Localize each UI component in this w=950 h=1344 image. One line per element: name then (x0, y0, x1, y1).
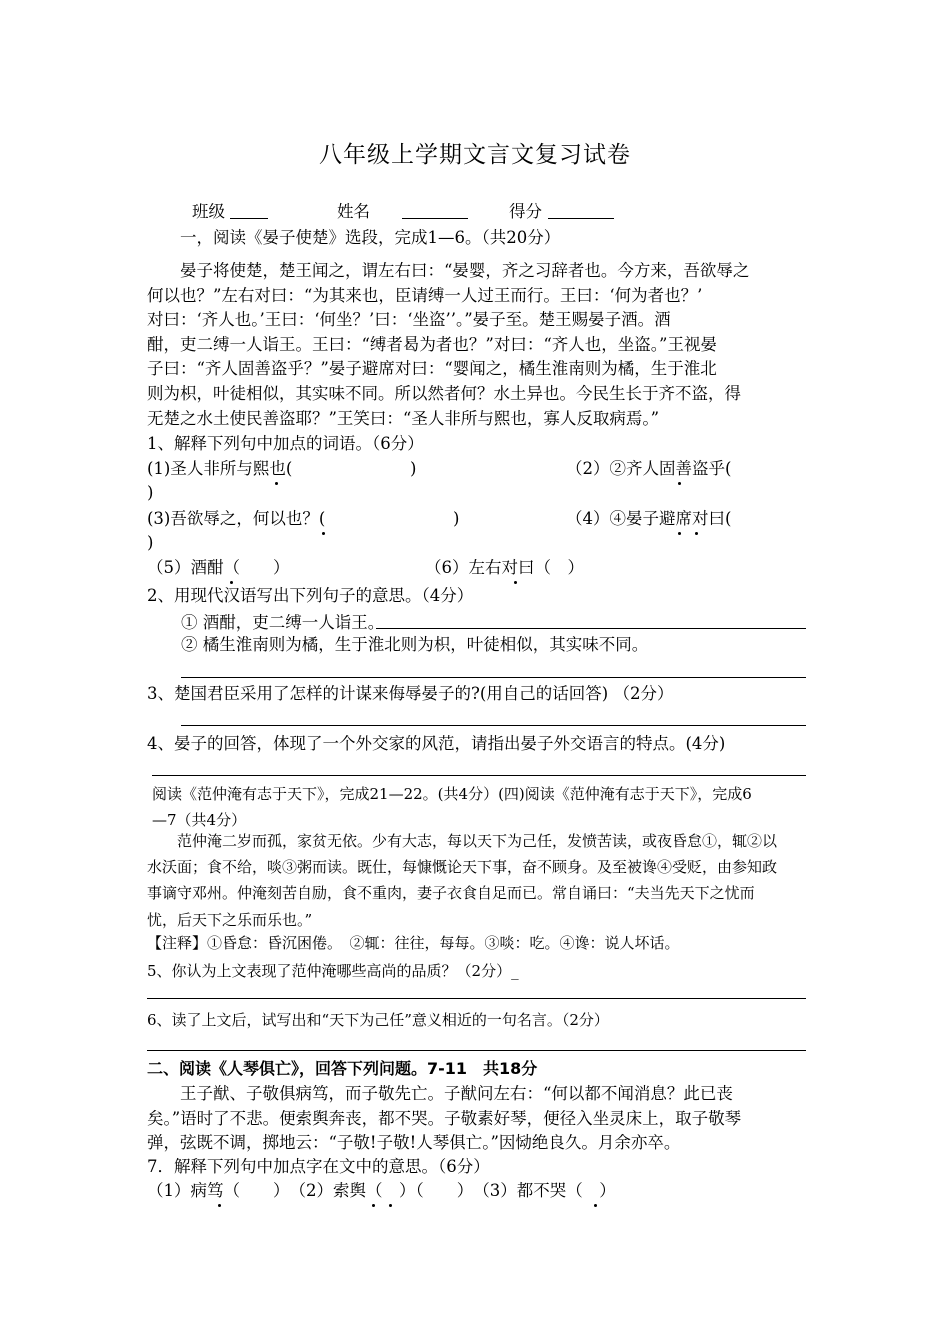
emphasis-dot (594, 1204, 597, 1207)
score-label: 得分 (509, 202, 542, 221)
passage-line: 水沃面；食不给，啖③粥而读。既仕，每慷慨论天下事，奋不顾身。及至被谗④受贬，由参知政 (147, 858, 778, 877)
section1-instruction: 一，阅读《晏子使楚》选段，完成1—6。（共20分） (180, 228, 561, 247)
passage-line: 无楚之水土使民善盗耶？”王笑曰：“圣人非所与熙也，寡人反取病焉。” (147, 408, 660, 428)
passage-line: 何以也？”左右对曰：“为其来也，臣请缚一人过王而行。王曰：‘何为者也？’ (147, 285, 703, 305)
question-3: 3、楚国君臣采用了怎样的计谋来侮辱晏子的?(用自己的话回答) （2分） (147, 684, 674, 703)
emphasis-dot (695, 532, 698, 535)
q1-item-3: (3)吾欲辱之，何以也？( (147, 509, 326, 528)
name-label: 姓名 (337, 202, 370, 221)
emphasis-dot (275, 482, 278, 485)
q1-item-6: （6）左右对曰（ ） (425, 558, 584, 577)
q2-item-1: ① 酒酣，吏二缚一人诣王。 (181, 613, 385, 632)
yanzi-passage (147, 259, 807, 284)
question-2: 2、用现代汉语写出下列句子的意思。（4分） (147, 586, 474, 605)
passage-line: 忧，后天下之乐而乐也。” (147, 910, 313, 929)
passage-line: 事谪守邓州。仲淹刻苦自励，食不重肉，妻子衣食自足而已。常自诵曰：“夫当先天下之忧而 (147, 884, 755, 903)
answer-line[interactable] (181, 725, 806, 726)
section2-heading: 二、阅读《人琴俱亡》，回答下列问题。7-11 共18分 (147, 1059, 538, 1078)
passage-line: 弹，弦既不调，掷地云：“子敬!子敬!人琴俱亡。”因恸绝良久。月余亦卒。 (147, 1133, 681, 1153)
passage-line: 王子猷、子敬俱病笃，而子敬先亡。子猷问左右：“何以都不闻消息？此已丧 (180, 1084, 733, 1103)
q7-items: （1）病笃（ ） （2）索舆（ ）（ ） （3）都不哭（ ） (147, 1181, 616, 1200)
instruction-line: 阅读《范仲淹有志于天下》，完成21—22。(共4分）(四)阅读《范仲淹有志于天下》，完成6 (152, 785, 752, 803)
q1-item-5: （5）酒酣（ ） (147, 558, 290, 577)
q1-item-4-wrap: ) (147, 533, 154, 552)
emphasis-dot (678, 482, 681, 485)
answer-line[interactable] (147, 998, 806, 999)
passage-line: 对曰：‘齐人也。’王曰：‘何坐？’曰：‘坐盗’’。”晏子至。楚王赐晏子酒。酒 (147, 310, 671, 330)
q1-item-1-close: ) (410, 459, 417, 478)
answer-line[interactable] (152, 775, 806, 776)
passage-line: 则为枳，叶徒相似，其实味不同。所以然者何？水土异也。今民生长于齐不盗，得 (147, 383, 741, 403)
question-7: 7．解释下列句中加点字在文中的意思。（6分） (147, 1157, 490, 1176)
answer-line[interactable] (181, 677, 806, 678)
fan-instruction (152, 781, 806, 833)
passage-line: 晏子将使楚，楚王闻之，谓左右曰：“晏婴，齐之习辞者也。今方来，吾欲辱之 (180, 261, 750, 280)
emphasis-dot (372, 1204, 375, 1207)
question-4: 4、晏子的回答，体现了一个外交家的风范，请指出晏子外交语言的特点。(4分) (147, 734, 726, 753)
answer-line[interactable] (376, 628, 806, 629)
fan-passage (147, 828, 807, 854)
passage-line: 酣，吏二缚一人诣王。王曰：“缚者曷为者也？”对曰：“齐人也，坐盗。”王视晏 (147, 334, 717, 354)
question-1: 1、解释下列句中加点的词语。（6分） (147, 434, 424, 453)
instruction-line: —7（共4分） (152, 811, 247, 830)
renqin-passage (147, 1082, 807, 1107)
fan-notes: 【注释】①昏怠：昏沉困倦。 ②辄：往往，每每。③啖：吃。④谗：说人坏话。 (147, 934, 680, 952)
fan-passage-cont (147, 854, 807, 933)
q1-item-1: (1)圣人非所与熙也( (147, 459, 293, 478)
q1-item-3-close: ) (453, 509, 460, 528)
q1-item-2: （2）②齐人固善盗乎( (566, 459, 732, 478)
emphasis-dot (389, 1204, 392, 1207)
page-title: 八年级上学期文言文复习试卷 (319, 142, 631, 168)
question-6: 6、读了上文后，试写出和“天下为己任”意义相近的一句名言。（2分） (147, 1011, 609, 1029)
q1-item-4: （4）④晏子避席对曰( (566, 509, 732, 528)
question-5: 5、你认为上文表现了范仲淹哪些高尚的品质？（2分）_ (147, 962, 519, 980)
passage-line: 范仲淹二岁而孤，家贫无依。少有大志，每以天下为己任，发愤苦读，或夜昏怠①，辄②以 (177, 832, 778, 850)
q1-item-2-wrap: ) (147, 483, 154, 502)
class-label: 班级 (192, 202, 225, 221)
passage-line: 子曰：“齐人固善盗乎？”晏子避席对曰：“婴闻之，橘生淮南则为橘，生于淮北 (147, 359, 717, 379)
emphasis-dot (678, 532, 681, 535)
q2-item-2: ② 橘生淮南则为橘，生于淮北则为枳，叶徒相似，其实味不同。 (181, 635, 649, 654)
emphasis-dot (322, 532, 325, 535)
yanzi-passage-cont (147, 284, 807, 432)
emphasis-dot (218, 1204, 221, 1207)
passage-line: 矣。”语时了不悲。便索舆奔丧，都不哭。子敬素好琴，便径入坐灵床上，取子敬琴 (147, 1108, 742, 1128)
answer-line[interactable] (147, 1050, 806, 1051)
renqin-passage-cont (147, 1107, 807, 1156)
